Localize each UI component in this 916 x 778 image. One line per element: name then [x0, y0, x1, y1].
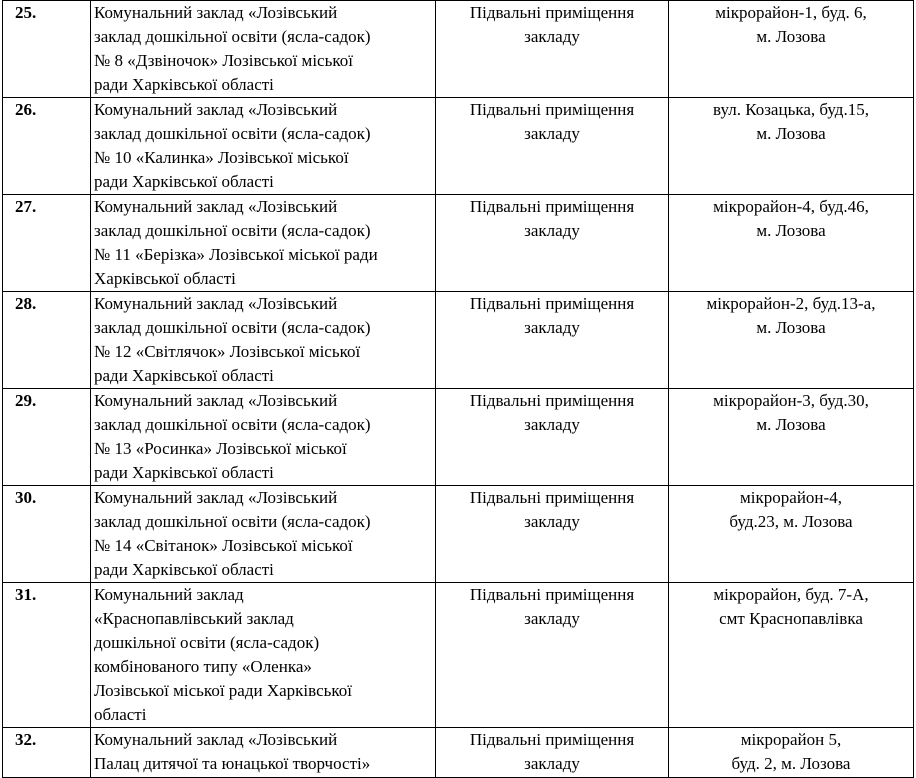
row-number: 29.: [3, 389, 91, 486]
shelter-location: Підвальні приміщення закладу: [436, 1, 669, 98]
row-number: 30.: [3, 486, 91, 583]
row-number: 28.: [3, 292, 91, 389]
table-row: [3, 98, 914, 195]
institution-name: Комунальний заклад «Лозівський заклад дошкільної освіти (ясла-садок) № 13 «Росинка» Лозівської міської ради Харківської області: [91, 389, 436, 486]
institution-name: Комунальний заклад «Лозівський заклад дошкільної освіти (ясла-садок) № 14 «Світанок» Лозівської міської ради Харківської області: [91, 486, 436, 583]
shelter-location: Підвальні приміщення закладу: [436, 98, 669, 195]
shelter-location: Підвальні приміщення закладу: [436, 389, 669, 486]
row-number: 31.: [3, 583, 91, 728]
address: мікрорайон 5, буд. 2, м. Лозова: [669, 728, 914, 778]
institution-name: Комунальний заклад «Краснопавлівський заклад дошкільної освіти (ясла-садок) комбінованого типу «Оленка» Лозівської міської ради Харківської області: [91, 583, 436, 728]
shelter-location: Підвальні приміщення закладу: [436, 195, 669, 292]
address: мікрорайон-4, буд.46, м. Лозова: [669, 195, 914, 292]
address: мікрорайон-1, буд. 6, м. Лозова: [669, 1, 914, 98]
shelter-location: Підвальні приміщення закладу: [436, 583, 669, 728]
table-row: [3, 1, 914, 98]
institution-name: Комунальний заклад «Лозівський заклад дошкільної освіти (ясла-садок) № 10 «Калинка» Лозівської міської ради Харківської області: [91, 98, 436, 195]
table-row: [3, 292, 914, 389]
row-number: 27.: [3, 195, 91, 292]
institution-name: Комунальний заклад «Лозівський заклад дошкільної освіти (ясла-садок) № 12 «Світлячок» Лозівської міської ради Харківської області: [91, 292, 436, 389]
table-row: [3, 389, 914, 486]
institution-name: Комунальний заклад «Лозівський Палац дитячої та юнацької творчості»: [91, 728, 436, 778]
table-row: [3, 583, 914, 728]
table-row: [3, 486, 914, 583]
row-number: 32.: [3, 728, 91, 778]
table-row: [3, 195, 914, 292]
address: мікрорайон-3, буд.30, м. Лозова: [669, 389, 914, 486]
row-number: 25.: [3, 1, 91, 98]
shelter-location: Підвальні приміщення закладу: [436, 486, 669, 583]
shelter-location: Підвальні приміщення закладу: [436, 728, 669, 778]
row-number: 26.: [3, 98, 91, 195]
shelter-table: [2, 0, 914, 778]
shelter-location: Підвальні приміщення закладу: [436, 292, 669, 389]
address: вул. Козацька, буд.15, м. Лозова: [669, 98, 914, 195]
institution-name: Комунальний заклад «Лозівський заклад дошкільної освіти (ясла-садок) № 8 «Дзвіночок» Лозівської міської ради Харківської області: [91, 1, 436, 98]
table-row: [3, 728, 914, 778]
institution-name: Комунальний заклад «Лозівський заклад дошкільної освіти (ясла-садок) № 11 «Берізка» Лозівської міської ради Харківської області: [91, 195, 436, 292]
address: мікрорайон-2, буд.13-а, м. Лозова: [669, 292, 914, 389]
address: мікрорайон-4, буд.23, м. Лозова: [669, 486, 914, 583]
address: мікрорайон, буд. 7-А, смт Краснопавлівка: [669, 583, 914, 728]
